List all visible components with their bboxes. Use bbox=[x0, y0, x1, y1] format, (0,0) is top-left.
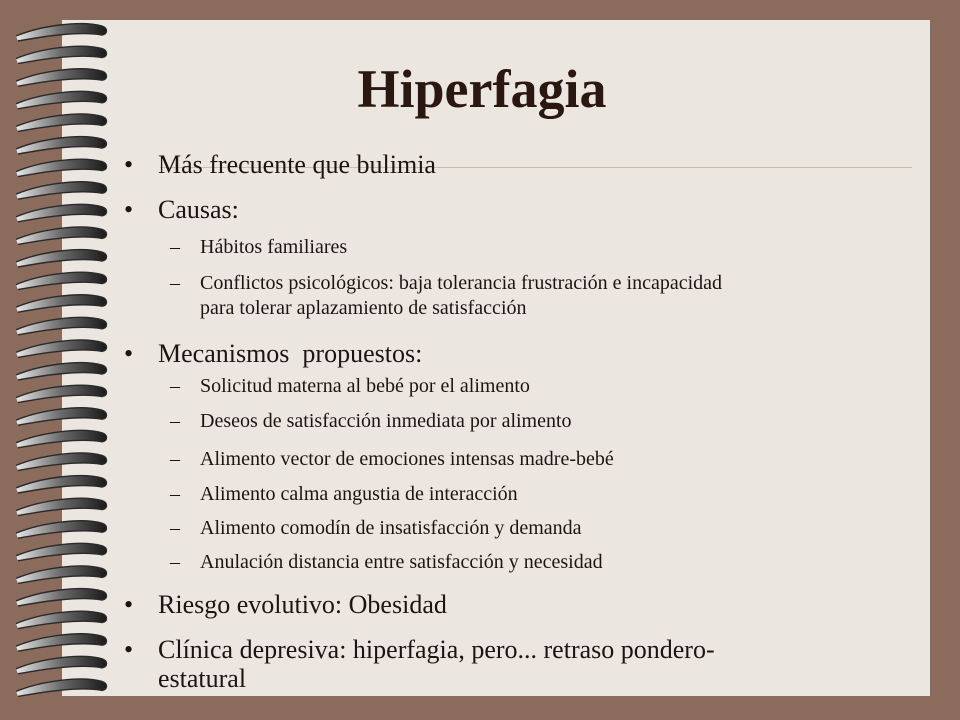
dash-icon: – bbox=[170, 410, 180, 432]
bullet-icon: • bbox=[124, 195, 134, 224]
bullet-icon: • bbox=[124, 590, 134, 619]
dash-icon: – bbox=[170, 448, 180, 470]
sub-bullet-text: Anulación distancia entre satisfacción y necesidad bbox=[200, 551, 603, 573]
sub-bullet-text: Hábitos familiares bbox=[200, 236, 348, 258]
bullet-text: estatural bbox=[158, 664, 247, 693]
sub-bullet-text: Deseos de satisfacción inmediata por alimento bbox=[200, 410, 572, 432]
bullet-text: Causas: bbox=[158, 195, 239, 224]
bullet-text: Riesgo evolutivo: Obesidad bbox=[158, 590, 447, 619]
sub-bullet-text: Conflictos psicológicos: baja tolerancia frustración e incapacidad bbox=[200, 272, 723, 294]
sub-bullet-text: Alimento comodín de insatisfacción y demanda bbox=[200, 517, 582, 539]
sub-bullet-text: para tolerar aplazamiento de satisfacción bbox=[200, 297, 527, 319]
dash-icon: – bbox=[170, 483, 180, 505]
dash-icon: – bbox=[170, 517, 180, 539]
dash-icon: – bbox=[170, 375, 180, 397]
dash-icon: – bbox=[170, 551, 180, 573]
bullet-text: Más frecuente que bulimia bbox=[158, 150, 436, 179]
bullet-icon: • bbox=[124, 339, 134, 368]
sub-bullet-text: Alimento calma angustia de interacción bbox=[200, 483, 518, 505]
dash-icon: – bbox=[170, 236, 180, 258]
bullet-icon: • bbox=[124, 635, 134, 664]
sub-bullet-text: Solicitud materna al bebé por el alimento bbox=[200, 375, 530, 397]
sub-bullet-text: Alimento vector de emociones intensas madre-bebé bbox=[200, 448, 614, 470]
dash-icon: – bbox=[170, 272, 180, 294]
bullet-text: Mecanismos propuestos: bbox=[158, 339, 423, 368]
slide-title: Hiperfagia bbox=[357, 59, 607, 119]
bullet-icon: • bbox=[124, 150, 134, 179]
bullet-text: Clínica depresiva: hiperfagia, pero... retraso pondero- bbox=[158, 635, 715, 664]
